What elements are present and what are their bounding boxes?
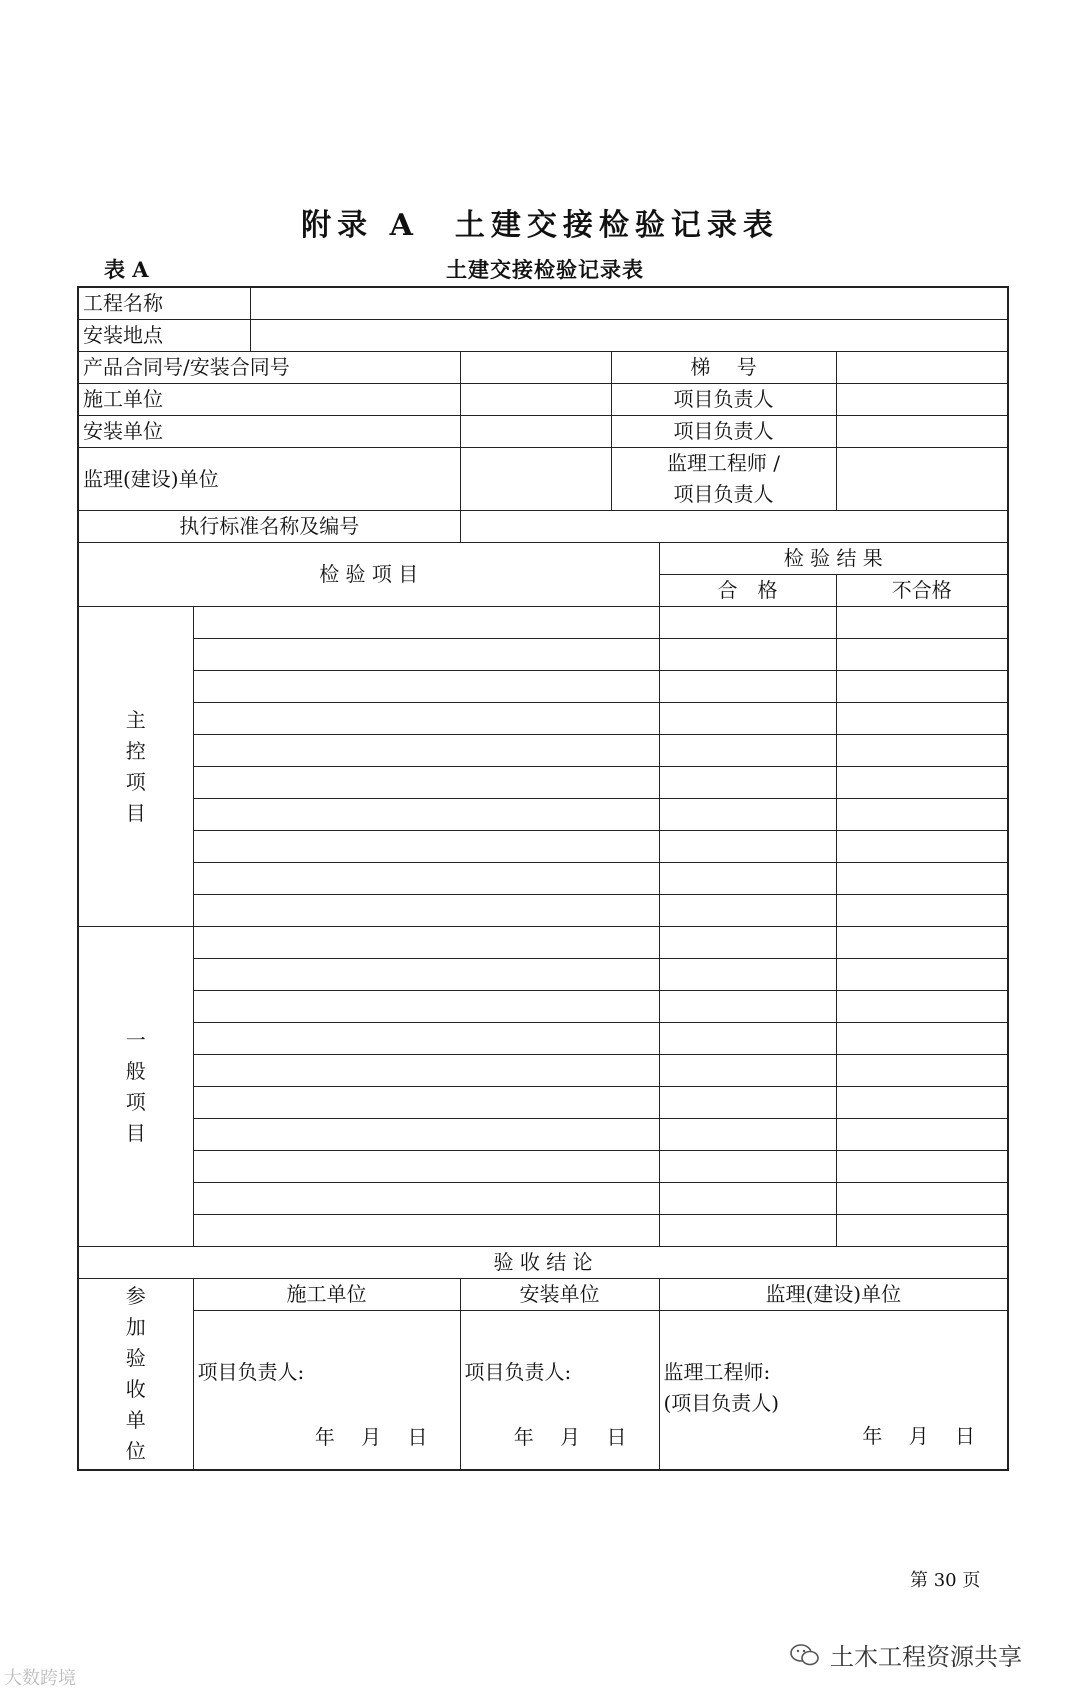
contract-no-label: 产品合同号/安装合同号 <box>78 352 460 384</box>
installation-unit-field[interactable] <box>460 416 611 448</box>
construction-sign-label: 项目负责人: <box>197 1360 305 1384</box>
pass-cell[interactable] <box>659 767 836 799</box>
fail-header: 不合格 <box>836 575 1008 607</box>
main-items-label <box>78 607 193 927</box>
installation-leader-label: 项目负责人 <box>611 416 836 448</box>
table-row <box>78 1151 1008 1183</box>
supervision-date: 年 月 日 <box>862 1424 976 1448</box>
item-cell[interactable] <box>193 639 659 671</box>
table-row <box>78 1119 1008 1151</box>
item-cell[interactable] <box>193 1183 659 1215</box>
item-cell[interactable] <box>193 1119 659 1151</box>
pass-cell[interactable] <box>659 735 836 767</box>
table-row <box>78 927 1008 959</box>
fail-cell[interactable] <box>836 703 1008 735</box>
item-cell[interactable] <box>193 991 659 1023</box>
table-row <box>78 895 1008 927</box>
table-row <box>78 384 1008 416</box>
participants-char: 验 <box>125 1346 146 1370</box>
standard-label: 执行标准名称及编号 <box>78 511 460 543</box>
fail-cell[interactable] <box>836 1151 1008 1183</box>
pass-cell[interactable] <box>659 1151 836 1183</box>
general-items-label <box>78 927 193 1247</box>
pass-cell[interactable] <box>659 671 836 703</box>
fail-cell[interactable] <box>836 767 1008 799</box>
supervision-unit-field[interactable] <box>460 448 611 511</box>
table-row <box>78 511 1008 543</box>
project-name-field[interactable] <box>250 287 1008 320</box>
item-cell[interactable] <box>193 1151 659 1183</box>
pass-cell[interactable] <box>659 1119 836 1151</box>
installation-sign-label: 项目负责人: <box>464 1360 572 1384</box>
installation-sign-cell[interactable] <box>460 1311 659 1471</box>
table-row <box>78 543 1008 575</box>
inspection-items-header: 检 验 项 目 <box>78 543 659 607</box>
table-row <box>78 991 1008 1023</box>
standard-field[interactable] <box>460 511 1008 543</box>
conclusion-header: 验 收 结 论 <box>78 1247 1008 1279</box>
page-number: 第 30 页 <box>910 1570 981 1591</box>
item-cell[interactable] <box>193 863 659 895</box>
fail-cell[interactable] <box>836 1215 1008 1247</box>
watermark-left: 大数跨境 <box>4 1668 76 1689</box>
item-cell[interactable] <box>193 607 659 639</box>
table-row <box>78 831 1008 863</box>
table-row <box>78 735 1008 767</box>
item-cell[interactable] <box>193 735 659 767</box>
pass-cell[interactable] <box>659 1183 836 1215</box>
fail-cell[interactable] <box>836 639 1008 671</box>
project-name-label: 工程名称 <box>78 287 250 320</box>
fail-cell[interactable] <box>836 1183 1008 1215</box>
table-row <box>78 1247 1008 1279</box>
install-location-field[interactable] <box>250 320 1008 352</box>
table-row <box>78 1311 1008 1471</box>
table-row <box>78 416 1008 448</box>
item-cell[interactable] <box>193 1087 659 1119</box>
inspection-record-table <box>77 286 1009 1471</box>
table-row <box>78 1215 1008 1247</box>
general-items-char: 般 <box>125 1058 146 1083</box>
pass-cell[interactable] <box>659 895 836 927</box>
item-cell[interactable] <box>193 767 659 799</box>
pass-cell[interactable] <box>659 703 836 735</box>
supervision-sign-sublabel: (项目负责人) <box>663 1391 780 1415</box>
pass-cell[interactable] <box>659 1215 836 1247</box>
install-location-label: 安装地点 <box>78 320 250 352</box>
construction-leader-field[interactable] <box>836 384 1008 416</box>
supervision-unit-label: 监理(建设)单位 <box>78 448 460 511</box>
supervision-sign-label: 监理工程师: <box>663 1360 771 1384</box>
pass-cell[interactable] <box>659 863 836 895</box>
table-row <box>78 1087 1008 1119</box>
participants-char: 收 <box>125 1377 146 1401</box>
table-row <box>78 448 1008 511</box>
supervisor-label <box>611 448 836 511</box>
pass-cell[interactable] <box>659 1055 836 1087</box>
supervisor-field[interactable] <box>836 448 1008 511</box>
participants-char: 参 <box>125 1284 146 1308</box>
col-construction-header: 施工单位 <box>193 1279 460 1311</box>
inspection-results-header: 检 验 结 果 <box>659 543 1008 575</box>
table-row <box>78 639 1008 671</box>
pass-cell[interactable] <box>659 927 836 959</box>
table-row <box>78 767 1008 799</box>
item-cell[interactable] <box>193 1215 659 1247</box>
watermark-right-text: 土木工程资源共享 <box>830 1643 1022 1671</box>
fail-cell[interactable] <box>836 959 1008 991</box>
construction-unit-field[interactable] <box>460 384 611 416</box>
page-title: 附录 A 土建交接检验记录表 <box>301 208 779 243</box>
main-items-char: 主 <box>125 707 146 732</box>
construction-date: 年 月 日 <box>314 1425 428 1449</box>
table-row <box>78 671 1008 703</box>
participants-char: 加 <box>125 1315 146 1339</box>
installation-unit-label: 安装单位 <box>78 416 460 448</box>
pass-cell[interactable] <box>659 1087 836 1119</box>
fail-cell[interactable] <box>836 799 1008 831</box>
fail-cell[interactable] <box>836 735 1008 767</box>
construction-sign-cell[interactable] <box>193 1311 460 1471</box>
fail-cell[interactable] <box>836 671 1008 703</box>
watermark-right <box>790 1637 1022 1672</box>
fail-cell[interactable] <box>836 1055 1008 1087</box>
pass-cell[interactable] <box>659 831 836 863</box>
item-cell[interactable] <box>193 895 659 927</box>
item-cell[interactable] <box>193 671 659 703</box>
construction-leader-label: 项目负责人 <box>611 384 836 416</box>
participants-label <box>78 1279 193 1471</box>
table-row <box>78 1055 1008 1087</box>
main-items-char: 控 <box>125 738 146 763</box>
pass-cell[interactable] <box>659 1023 836 1055</box>
elevator-no-label: 梯 号 <box>611 352 836 384</box>
item-cell[interactable] <box>193 703 659 735</box>
installation-leader-field[interactable] <box>836 416 1008 448</box>
general-items-char: 目 <box>125 1120 146 1145</box>
table-row <box>78 1279 1008 1311</box>
construction-unit-label: 施工单位 <box>78 384 460 416</box>
table-row <box>78 703 1008 735</box>
supervisor-label-line1: 监理工程师 / <box>666 451 781 475</box>
contract-no-field[interactable] <box>460 352 611 384</box>
table-label: 表 A <box>104 257 149 282</box>
installation-date: 年 月 日 <box>513 1425 627 1449</box>
table-row <box>78 1023 1008 1055</box>
table-row <box>78 1183 1008 1215</box>
item-cell[interactable] <box>193 799 659 831</box>
fail-cell[interactable] <box>836 927 1008 959</box>
table-row <box>78 799 1008 831</box>
fail-cell[interactable] <box>836 1119 1008 1151</box>
table-row <box>78 863 1008 895</box>
fail-cell[interactable] <box>836 895 1008 927</box>
participants-char: 单 <box>125 1408 146 1432</box>
fail-cell[interactable] <box>836 607 1008 639</box>
participants-char: 位 <box>125 1439 146 1463</box>
fail-cell[interactable] <box>836 831 1008 863</box>
supervisor-label-line2: 项目负责人 <box>673 482 774 506</box>
table-row <box>78 287 1008 320</box>
fail-cell[interactable] <box>836 1087 1008 1119</box>
elevator-no-field[interactable] <box>836 352 1008 384</box>
col-supervision-header: 监理(建设)单位 <box>659 1279 1008 1311</box>
table-row <box>78 607 1008 639</box>
item-cell[interactable] <box>193 959 659 991</box>
wechat-icon <box>790 1643 820 1667</box>
item-cell[interactable] <box>193 927 659 959</box>
main-items-char: 项 <box>125 769 146 794</box>
table-title: 土建交接检验记录表 <box>446 257 644 282</box>
item-cell[interactable] <box>193 831 659 863</box>
pass-cell[interactable] <box>659 959 836 991</box>
pass-cell[interactable] <box>659 799 836 831</box>
fail-cell[interactable] <box>836 1023 1008 1055</box>
pass-cell[interactable] <box>659 991 836 1023</box>
table-row <box>78 959 1008 991</box>
item-cell[interactable] <box>193 1023 659 1055</box>
general-items-char: 项 <box>125 1089 146 1114</box>
table-row <box>78 320 1008 352</box>
item-cell[interactable] <box>193 1055 659 1087</box>
main-items-char: 目 <box>125 800 146 825</box>
fail-cell[interactable] <box>836 863 1008 895</box>
general-items-char: 一 <box>125 1027 146 1052</box>
col-installation-header: 安装单位 <box>460 1279 659 1311</box>
pass-cell[interactable] <box>659 607 836 639</box>
supervision-sign-cell[interactable] <box>659 1311 1008 1471</box>
pass-header: 合 格 <box>659 575 836 607</box>
pass-cell[interactable] <box>659 639 836 671</box>
fail-cell[interactable] <box>836 991 1008 1023</box>
table-row <box>78 352 1008 384</box>
